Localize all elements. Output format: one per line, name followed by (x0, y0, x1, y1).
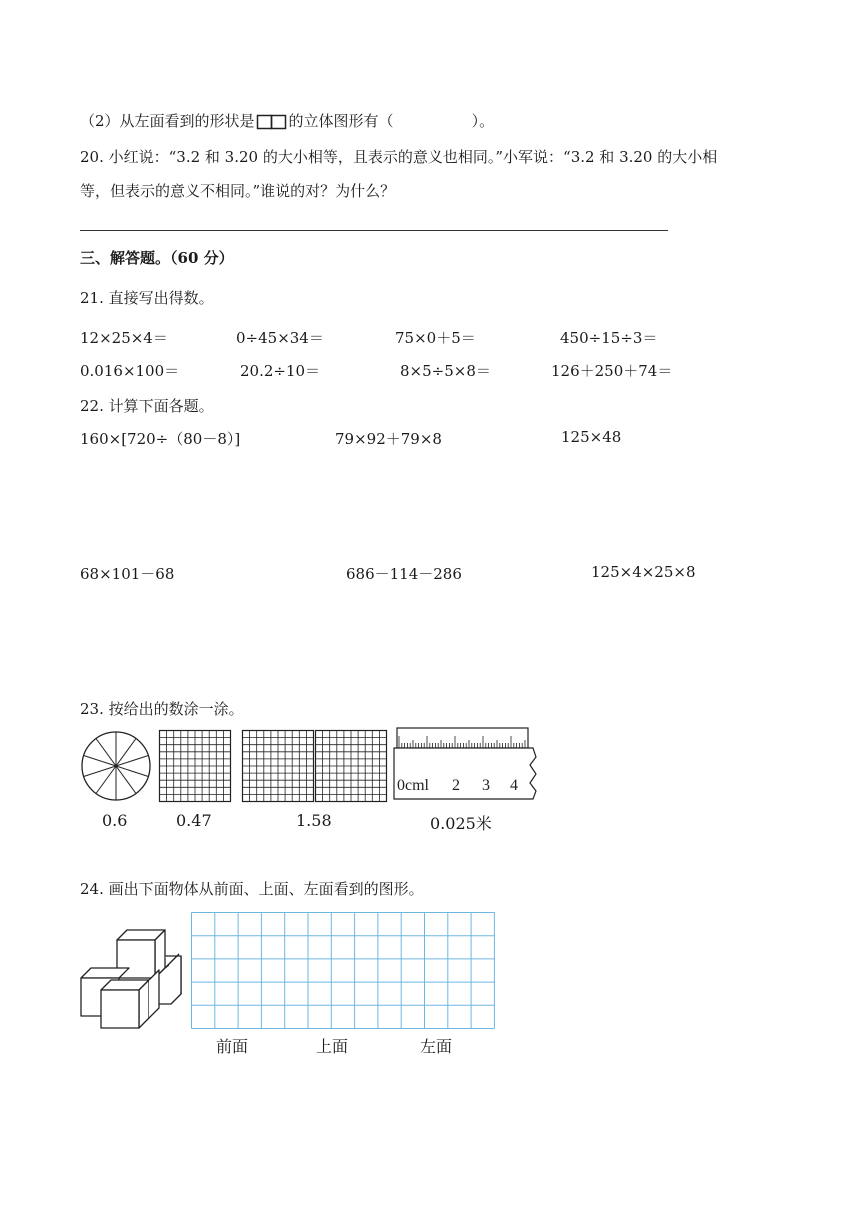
section3-title: 三、解答题。（60 分） (80, 249, 234, 267)
q21-item: 126＋250＋74＝ (551, 362, 673, 380)
q24-title: 24. 画出下面物体从前面、上面、左面看到的图形。 (80, 880, 424, 898)
q19-part2-end: ）。 (471, 112, 495, 130)
ruler-number: 2 (452, 777, 460, 794)
q21-item: 12×25×4＝ (80, 329, 168, 347)
q22-item: 68×101－68 (80, 565, 175, 583)
q19-part2-line (80, 110, 494, 133)
cube-stack-figure (79, 928, 189, 1038)
ruler-number: 3 (482, 777, 490, 794)
ruler-figure[interactable] (393, 727, 543, 805)
q23-label: 0.025米 (430, 814, 492, 833)
q22-item: 79×92＋79×8 (335, 430, 442, 448)
ruler-number: 4 (510, 777, 518, 794)
hundred-grid-figure[interactable] (242, 730, 314, 802)
q24-label-front: 前面 (216, 1037, 249, 1056)
q21-item: 450÷15÷3＝ (560, 329, 658, 347)
q21-item: 8×5÷5×8＝ (400, 362, 491, 380)
q21-title: 21. 直接写出得数。 (80, 289, 214, 307)
two-squares-icon (257, 115, 287, 133)
q23-label: 1.58 (296, 811, 332, 830)
q20-line2: 等，但表示的意义不相同。”谁说的对？为什么？ (80, 182, 396, 200)
circle-sector-figure[interactable] (80, 730, 152, 802)
q22-title: 22. 计算下面各题。 (80, 397, 214, 415)
q21-item: 20.2÷10＝ (240, 362, 321, 380)
drawing-grid[interactable] (191, 912, 496, 1030)
q22-item: 125×48 (561, 428, 622, 446)
q22-item: 160×[720÷（80－8）] (80, 430, 241, 448)
q21-item: 0÷45×34＝ (236, 329, 324, 347)
q21-item: 75×0＋5＝ (395, 329, 476, 347)
hundred-grid-figure[interactable] (315, 730, 387, 802)
q20-answer-line[interactable] (80, 230, 668, 231)
q22-item: 686－114－286 (346, 565, 462, 583)
q19-part2-prefix: （2）从左面看到的形状是 (80, 112, 255, 130)
q21-item: 0.016×100＝ (80, 362, 180, 380)
q23-title: 23. 按给出的数涂一涂。 (80, 700, 244, 718)
q24-label-left: 左面 (420, 1037, 453, 1056)
hundred-grid-figure[interactable] (159, 730, 231, 802)
q19-part2-suffix: 的立体图形有（ (288, 112, 394, 130)
q23-label: 0.6 (102, 811, 128, 830)
q20-line1: 20. 小红说：“3.2 和 3.20 的大小相等，且表示的意义也相同。”小军说：“3.2 和 3.20 的大小相 (80, 148, 718, 166)
q24-label-top: 上面 (316, 1037, 349, 1056)
q23-label: 0.47 (176, 811, 212, 830)
q22-item: 125×4×25×8 (591, 563, 696, 581)
ruler-unit-label: 0cml (397, 777, 429, 794)
